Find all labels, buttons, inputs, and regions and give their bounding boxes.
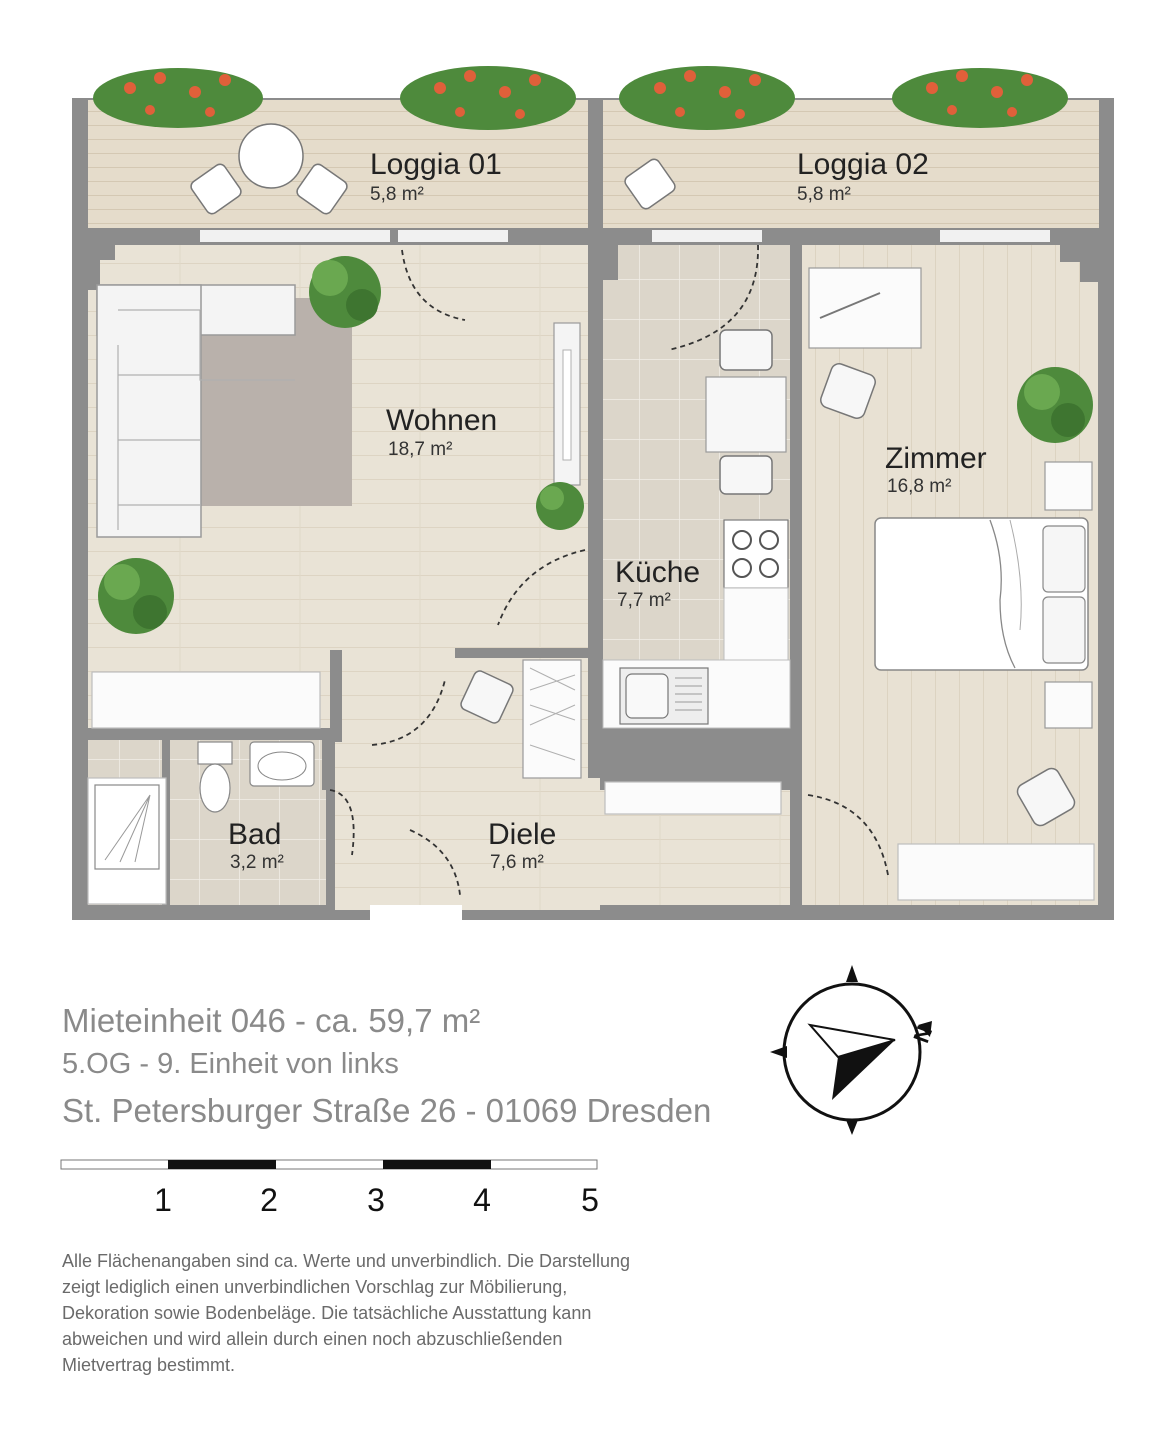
wall-bad-right — [322, 740, 334, 790]
room-area-kueche: 7,7 m² — [617, 590, 671, 611]
dresser — [898, 844, 1094, 900]
room-name-kueche: Küche — [615, 556, 701, 589]
sideboard — [92, 672, 320, 728]
round-table — [239, 124, 303, 188]
nightstand — [1045, 462, 1092, 510]
nightstand — [1045, 682, 1092, 728]
scale-label: 1 — [154, 1182, 172, 1218]
wall-wohnen-bottom — [72, 728, 330, 740]
window — [200, 230, 390, 242]
room-name-bad: Bad — [228, 818, 282, 851]
wall-kueche-zimmer — [790, 240, 802, 910]
room-area-wohnen: 18,7 m² — [388, 439, 453, 460]
room-name-loggia02: Loggia 02 — [797, 148, 929, 181]
loggia-divider-wall — [588, 98, 603, 230]
unit-title: Mieteinheit 046 - ca. 59,7 m² — [62, 1002, 481, 1039]
room-area-zimmer: 16,8 m² — [887, 476, 952, 497]
room-name-diele: Diele — [488, 818, 557, 851]
desk — [809, 268, 921, 348]
scale-label: 3 — [367, 1182, 385, 1218]
scale-bar — [60, 1159, 605, 1219]
shoe-cabinet — [605, 782, 781, 814]
room-area-bad: 3,2 m² — [230, 852, 284, 873]
scale-label: 2 — [260, 1182, 278, 1218]
plant-icon — [309, 256, 381, 328]
scale-label: 5 — [581, 1182, 599, 1218]
toilet — [198, 742, 232, 764]
wall-kueche-bottom — [603, 728, 790, 778]
room-name-zimmer: Zimmer — [885, 442, 987, 475]
unit-floor: 5.OG - 9. Einheit von links — [62, 1048, 399, 1080]
room-name-wohnen: Wohnen — [386, 404, 498, 437]
plant-icon — [1017, 367, 1093, 443]
dining-table — [706, 377, 786, 452]
compass-north-label: N — [908, 1022, 938, 1047]
room-area-loggia01: 5,8 m² — [370, 184, 424, 205]
room-name-loggia01: Loggia 01 — [370, 148, 502, 181]
entrance-opening — [370, 905, 462, 920]
flower-planter-icon — [892, 68, 1068, 128]
chair — [720, 330, 772, 370]
plant-icon — [98, 558, 174, 634]
window — [652, 230, 762, 242]
flower-planter-icon — [619, 66, 795, 130]
unit-address: St. Petersburger Straße 26 - 01069 Dresden — [62, 1092, 712, 1129]
flower-planter-icon — [93, 68, 263, 128]
disclaimer-text: Alle Flächenangaben sind ca. Werte und unverbindlich. Die Darstellung zeigt lediglich einen unverbindlichen Vorschlag zur Möbilierung, Dekoration sowie Bodenbeläge. Die tatsächliche Ausstattung kann abweichen und wird allein durch einen noch abzuschließenden Mietvertrag bestimmt. — [62, 1251, 631, 1375]
sofa — [97, 285, 201, 537]
scale-label: 4 — [473, 1182, 491, 1218]
plant-icon — [536, 482, 584, 530]
wall-diele-left — [330, 650, 342, 742]
room-area-diele: 7,6 m² — [490, 852, 544, 873]
window — [398, 230, 508, 242]
flower-planter-icon — [400, 66, 576, 130]
chair — [720, 456, 772, 494]
window — [940, 230, 1050, 242]
wall-diele-top — [455, 648, 588, 658]
stove — [724, 520, 788, 588]
wall-wohnen-kueche-low — [588, 648, 603, 778]
wall-wohnen-kueche — [588, 240, 603, 550]
room-area-loggia02: 5,8 m² — [797, 184, 851, 205]
compass-icon — [770, 965, 950, 1135]
